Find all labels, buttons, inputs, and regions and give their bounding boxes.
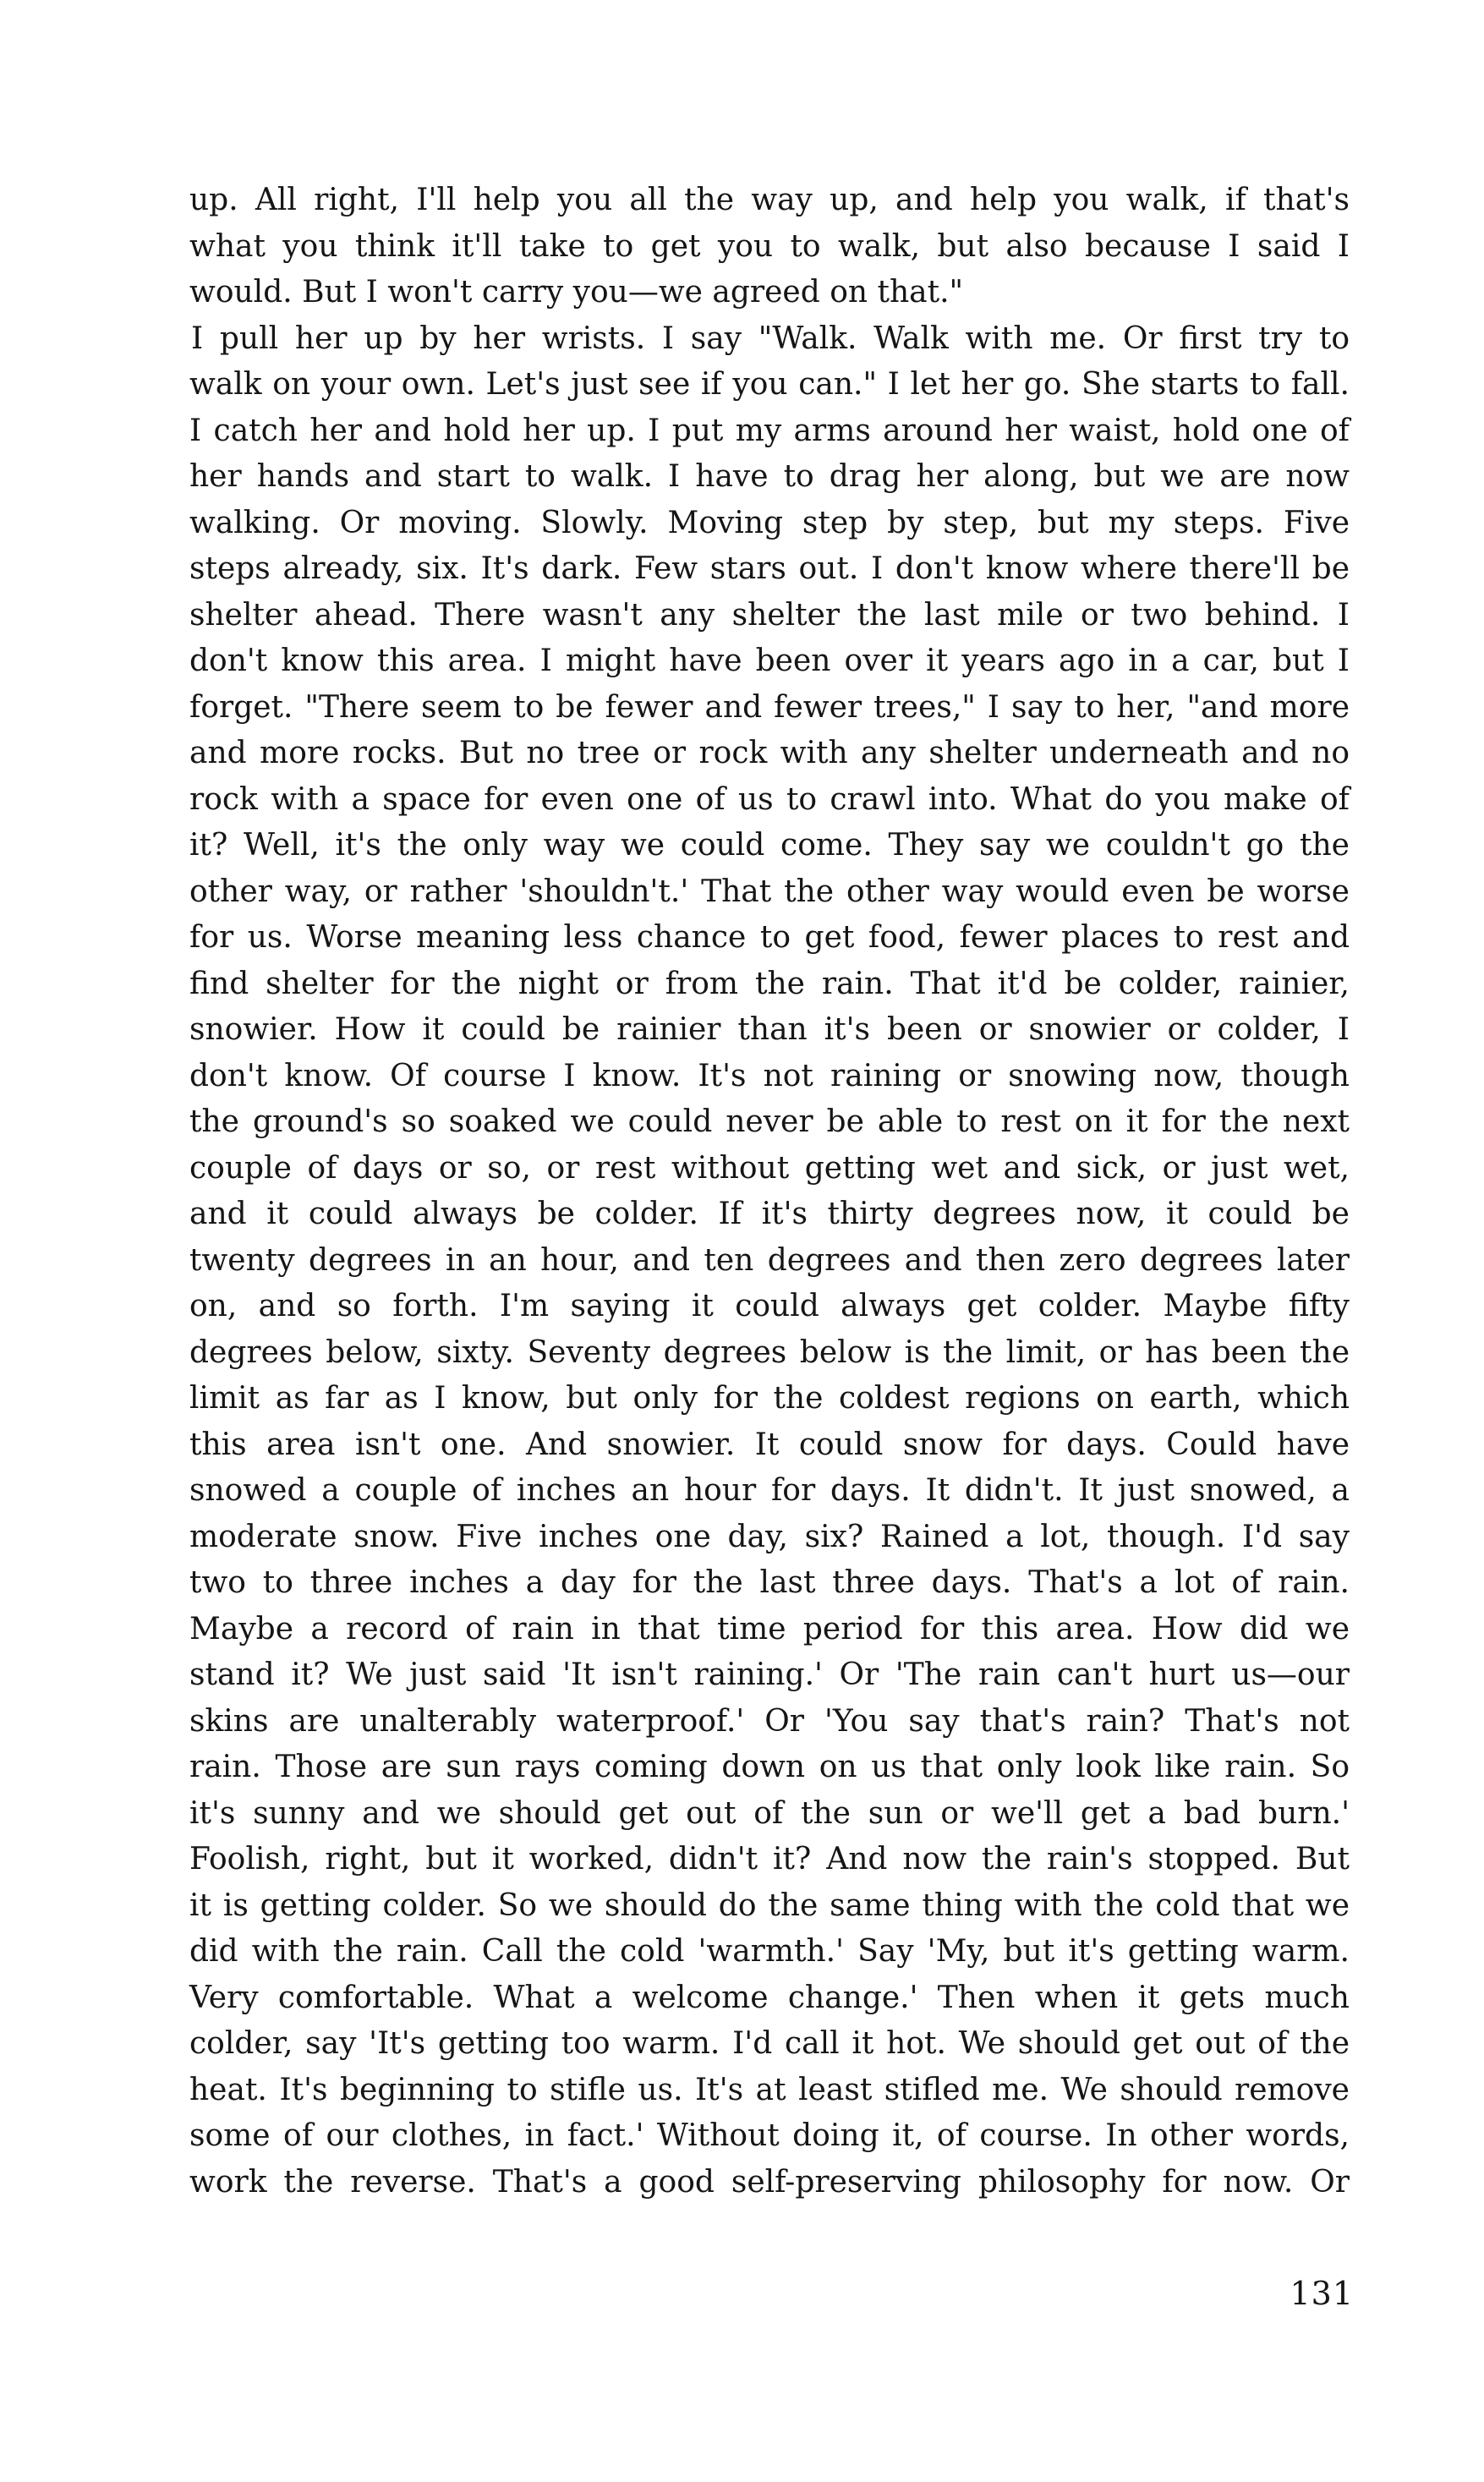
text-line: snowier. How it could be rainier than it's been or snowier or colder, I [189,1012,1350,1047]
text-line: it? Well, it's the only way we could come. They say we couldn't go the [189,828,1350,863]
text-line: limit as far as I know, but only for the coldest regions on earth, which [189,1381,1350,1416]
text-line: don't know this area. I might have been over it years ago in a car, but I [189,644,1350,678]
text-line: did with the rain. Call the cold 'warmth.' Say 'My, but it's getting warm. [189,1934,1350,1969]
text-line: snowed a couple of inches an hour for days. It didn't. It just snowed, a [189,1473,1350,1508]
text-line: I catch her and hold her up. I put my arms around her waist, hold one of [189,413,1350,448]
text-line: the ground's so soaked we could never be able to rest on it for the next [189,1104,1350,1139]
text-line: rock with a space for even one of us to crawl into. What do you make of [189,781,1350,817]
text-line: shelter ahead. There wasn't any shelter the last mile or two behind. I [189,597,1350,633]
body-text [189,178,1350,2205]
text-line: couple of days or so, or rest without getting wet and sick, or just wet, [189,1150,1350,1186]
text-line: would. But I won't carry you—we agreed on that." [189,275,964,310]
text-line: steps already, six. It's dark. Few stars out. I don't know where there'll be [189,551,1350,586]
text-line: don't know. Of course I know. It's not raining or snowing now, though [189,1058,1350,1093]
text-line: moderate snow. Five inches one day, six? Rained a lot, though. I'd say [189,1519,1350,1554]
text-line: skins are unalterably waterproof.' Or 'You say that's rain? That's not [189,1703,1350,1739]
text-line: this area isn't one. And snowier. It could snow for days. Could have [189,1427,1350,1462]
text-line: it's sunny and we should get out of the sun or we'll get a bad burn.' [189,1795,1350,1831]
text-line: her hands and start to walk. I have to drag her along, but we are now [189,459,1350,494]
text-line: some of our clothes, in fact.' Without doing it, of course. In other words, [189,2118,1350,2153]
text-line: for us. Worse meaning less chance to get food, fewer places to rest and [189,920,1350,955]
text-line: on, and so forth. I'm saying it could always get colder. Maybe fifty [189,1289,1350,1323]
text-line: walking. Or moving. Slowly. Moving step by step, but my steps. Five [189,505,1350,540]
text-line: degrees below, sixty. Seventy degrees below is the limit, or has been the [189,1334,1350,1370]
text-line: work the reverse. That's a good self-preserving philosophy for now. Or [189,2164,1350,2200]
text-line: I pull her up by her wrists. I say "Walk. Walk with me. Or first try to [191,321,1350,356]
text-line: Maybe a record of rain in that time period for this area. How did we [189,1611,1350,1646]
text-line: Very comfortable. What a welcome change.' Then when it gets much [189,1980,1350,2015]
text-line: walk on your own. Let's just see if you can." I let her go. She starts to fall. [189,367,1350,402]
text-line: stand it? We just said 'It isn't raining.' Or 'The rain can't hurt us—our [189,1657,1350,1692]
text-line: two to three inches a day for the last three days. That's a lot of rain. [189,1565,1350,1600]
text-line: what you think it'll take to get you to walk, but also because I said I [189,228,1350,264]
text-line: up. All right, I'll help you all the way up, and help you walk, if that's [189,183,1350,217]
text-line: it is getting colder. So we should do the same thing with the cold that we [189,1888,1350,1923]
text-line: colder, say 'It's getting too warm. I'd call it hot. We should get out of the [189,2026,1350,2061]
text-line: heat. It's beginning to stifle us. It's at least stifled me. We should remove [189,2072,1350,2107]
text-line: Foolish, right, but it worked, didn't it? And now the rain's stopped. But [189,1842,1350,1877]
page-number: 131 [1290,2275,1354,2312]
text-line: and more rocks. But no tree or rock with any shelter underneath and no [189,736,1350,770]
text-line: twenty degrees in an hour, and ten degrees and then zero degrees later [189,1242,1350,1278]
text-line: and it could always be colder. If it's thirty degrees now, it could be [189,1197,1350,1231]
text-line: find shelter for the night or from the rain. That it'd be colder, rainier, [189,966,1350,1001]
text-line: forget. "There seem to be fewer and fewer trees," I say to her, "and more [189,689,1350,725]
text-line: other way, or rather 'shouldn't.' That the other way would even be worse [189,874,1350,909]
text-line: rain. Those are sun rays coming down on us that only look like rain. So [189,1750,1350,1784]
